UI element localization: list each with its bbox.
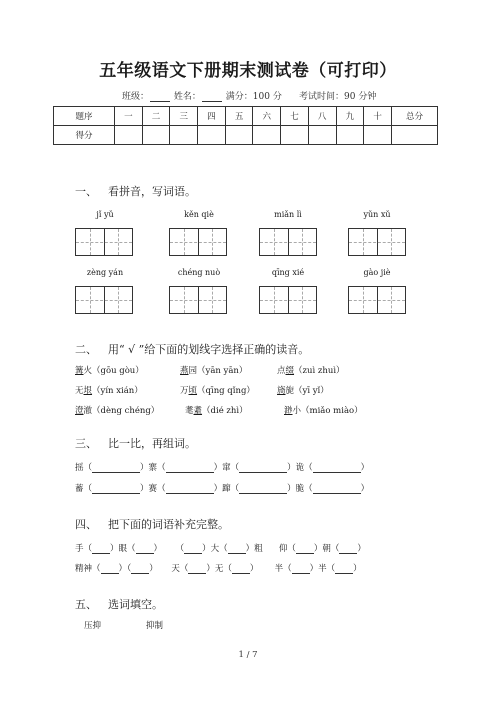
idiom-part: ）眼（ [110,544,136,554]
class-blank[interactable] [150,91,170,102]
answer-blank[interactable] [136,544,154,554]
writing-grid[interactable] [169,286,227,314]
char: 蓄 [75,484,84,494]
underlined-char: 渺 [284,406,293,416]
reading-options: 园（yān yān） [188,366,248,376]
char: 窜 [222,463,231,473]
reading-options: （dié zhì） [202,406,248,416]
reading-options: 火（gōu gòu） [83,366,144,376]
full-score: 满分：100 分 [225,92,282,102]
pinyin: yǔn xǔ [363,210,391,219]
section-title: 选词填空。 [108,598,163,611]
underlined-char: 篝 [75,366,84,376]
score-cell[interactable] [115,126,143,145]
reading-item [185,404,248,416]
char: 赛 [148,484,158,494]
idiom-part: 手（ [75,544,93,554]
reading-item [180,364,247,376]
reading-options: （qīng qǐng） [197,386,255,396]
score-cell[interactable] [198,126,226,145]
reading-item [75,384,143,396]
writing-grid[interactable] [259,228,317,256]
idiom-part: ） [249,564,259,574]
answer-blank[interactable] [188,564,206,574]
pinyin: jǐ yǔ [96,210,114,219]
pinyin: gào jiè [363,268,391,277]
reading-options: （yín xián） [92,386,143,396]
reading-item [277,384,329,396]
header-cell: 六 [253,107,281,126]
char: 摇 [75,463,84,473]
section-title: 看拼音，写词语。 [108,185,196,198]
answer-blank[interactable] [131,564,149,574]
score-cell[interactable] [364,126,392,145]
section-2-heading [75,341,309,357]
score-cell[interactable] [142,126,170,145]
plain-char: 无 [75,386,84,396]
section-3-heading [75,435,196,451]
score-header-row [54,107,438,126]
header-cell: 八 [308,107,336,126]
header-cell: 七 [281,107,309,126]
exam-info [122,89,376,102]
word-choice: 压抑 [84,621,102,631]
answer-blank[interactable] [184,544,202,554]
section-1-heading [75,183,196,199]
answer-blank[interactable] [296,544,314,554]
reading-options: （zuì zhuì） [294,366,345,376]
pinyin: miǎn lì [274,210,302,219]
reading-item [75,404,159,416]
writing-grid[interactable] [75,286,133,314]
answer-blank[interactable] [92,484,140,494]
reading-options: 澈（dèng chéng） [83,406,160,416]
answer-blank[interactable] [313,463,361,473]
char: 脆 [295,484,305,494]
section-4-heading [75,516,229,532]
header-cell: 二 [142,107,170,126]
answer-blank[interactable] [228,544,246,554]
char: 寨 [148,463,158,473]
answer-blank[interactable] [335,564,353,574]
exam-time: 考试时间：90 分钟 [299,92,377,102]
plain-char: 耄 [185,406,194,416]
answer-blank[interactable] [239,463,287,473]
idiom-part: ）朝（ [313,544,340,554]
idiom-part: ）半（ [309,564,336,574]
idiom-part: ） [149,564,158,574]
idiom-part: ）无（ [206,564,232,574]
header-cell: 三 [170,107,198,126]
score-cell[interactable] [253,126,281,145]
underlined-char: 澄 [75,406,84,416]
answer-blank[interactable] [92,544,110,554]
idiom-part: ） [357,544,366,554]
reading-item [284,404,363,416]
answer-blank[interactable] [232,564,250,574]
header-cell: 题序 [54,107,115,126]
section-5-heading [75,596,163,612]
plain-char: 点 [277,366,286,376]
idiom-part: 仰（ [278,544,296,554]
score-cell[interactable] [308,126,336,145]
page-number: 1 / 7 [238,650,258,660]
reading-item [75,364,144,376]
score-cell[interactable] [170,126,198,145]
name-blank[interactable] [202,91,222,102]
pinyin: zèng yán [86,268,124,277]
score-row-label: 得分 [54,126,115,145]
section-number: 五、 [75,598,97,611]
reading-options: 小（miǎo miào） [292,406,363,416]
idiom-part: ） [153,544,163,554]
header-cell: 一 [115,107,143,126]
writing-grid[interactable] [348,228,406,256]
section-title: 比一比，再组词。 [108,437,196,450]
underlined-char: 耋 [193,406,203,416]
reading-options: 旎（yī yǐ） [285,386,329,396]
underlined-char: 旖 [277,386,286,396]
score-cell[interactable] [281,126,309,145]
answer-blank[interactable] [339,544,357,554]
answer-blank[interactable] [313,484,361,494]
idiom-part: 精神（ [75,564,101,574]
answer-blank[interactable] [292,564,310,574]
reading-item [180,384,255,396]
idiom-part: ）粗 [245,544,263,554]
idiom-part: ）大（ [202,544,228,554]
answer-blank[interactable] [166,484,214,494]
class-label: 班级： [122,92,150,102]
idiom-row [75,562,362,574]
writing-grid[interactable] [75,228,133,256]
section-title: 用“ √ ”给下面的划线字选择正确的读音。 [108,343,310,356]
score-cell[interactable] [392,126,438,145]
section-number: 三、 [75,437,97,450]
idiom-part: ）（ [118,564,132,574]
underlined-char: 燕 [180,366,189,376]
writing-grid[interactable] [348,286,406,314]
idiom-part: ） [353,564,362,574]
answer-blank[interactable] [239,484,287,494]
section-number: 一、 [75,185,97,198]
score-table [53,106,438,145]
compare-row: 摇（ ）寨（ ）窜（ ）诡（ ） [75,463,370,473]
header-cell: 十 [364,107,392,126]
score-cell[interactable] [336,126,364,145]
header-cell: 总分 [392,107,438,126]
compare-row: 蓄（ ）赛（ ）蹿（ ）脆（ ） [75,484,370,494]
underlined-char: 缀 [285,366,295,376]
plain-char: 万 [180,386,189,396]
underlined-char: 顷 [188,386,198,396]
score-row [54,126,438,145]
pinyin: qīng xié [271,268,305,277]
answer-blank[interactable] [92,463,140,473]
idiom-part: 天（ [171,564,189,574]
writing-grid[interactable] [259,286,317,314]
reading-item [277,364,345,376]
word-choice: 抑制 [146,621,164,631]
underlined-char: 垠 [83,386,93,396]
header-cell: 九 [336,107,364,126]
page-title: 五年级语文下册期末测试卷（可打印） [99,61,397,81]
idiom-part: （ [175,544,185,554]
pinyin: kěn qiè [184,210,214,219]
writing-grid[interactable] [169,228,227,256]
score-cell[interactable] [225,126,253,145]
answer-blank[interactable] [166,463,214,473]
idiom-row [75,542,366,554]
char: 蹿 [222,484,231,494]
idiom-part: 半（ [274,564,292,574]
name-label: 姓名： [173,92,201,102]
char: 诡 [295,463,305,473]
answer-blank[interactable] [101,564,119,574]
pinyin: chéng nuò [177,268,221,277]
section-number: 二、 [75,343,97,356]
header-cell: 五 [225,107,253,126]
section-title: 把下面的词语补充完整。 [108,518,229,531]
header-cell: 四 [198,107,226,126]
section-number: 四、 [75,518,97,531]
